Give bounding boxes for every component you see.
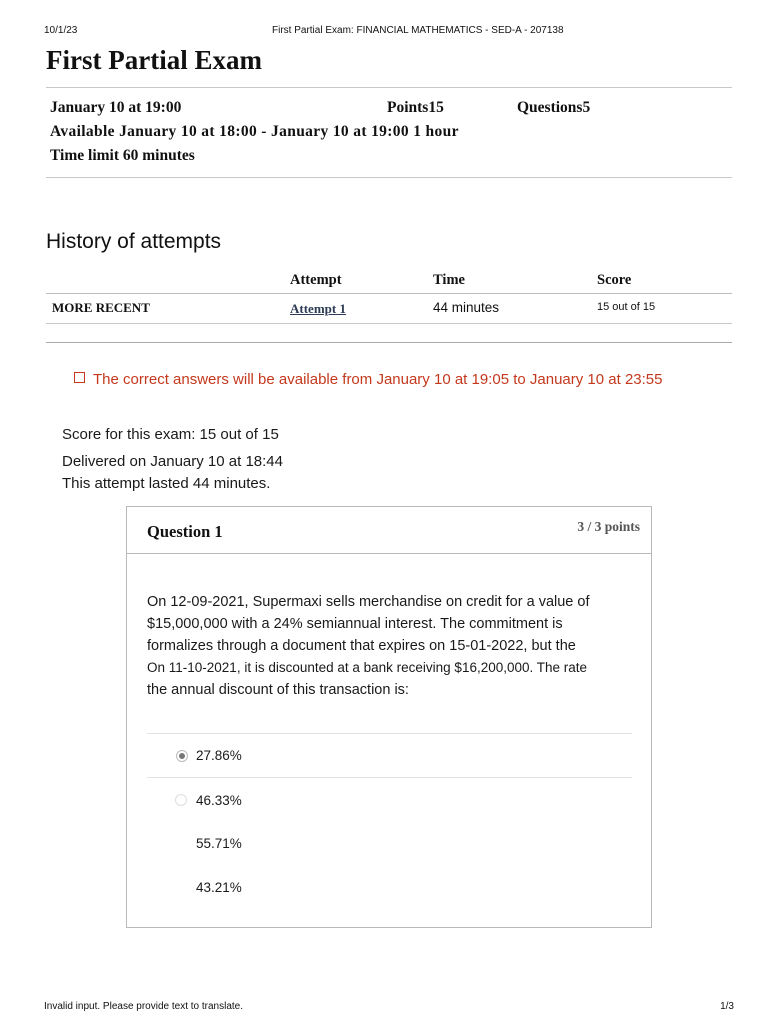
footer-text: Invalid input. Please provide text to translate. (44, 1001, 244, 1012)
exam-availability: Available January 10 at 18:00 - January 10 at 19:00 1 hour (50, 123, 459, 140)
page-title: First Partial Exam (46, 45, 262, 75)
question-line: On 11-10-2021, it is discounted at a bank receiving $16,200,000. The rate (147, 660, 588, 675)
page-number: 1/3 (720, 1001, 734, 1012)
answers-availability-notice (74, 369, 664, 391)
exam-points: Points15 (387, 99, 444, 116)
question-title: Question 1 (147, 522, 223, 541)
divider (46, 342, 732, 343)
question-line: the annual discount of this transaction is: (147, 682, 409, 698)
divider (46, 177, 732, 178)
question-card (126, 506, 652, 928)
question-points: 3 / 3 points (577, 519, 640, 534)
exam-time-limit: Time limit 60 minutes (50, 147, 195, 164)
answer-label: 55.71% (196, 836, 242, 851)
exam-due: January 10 at 19:00 (50, 99, 182, 116)
exam-questions: Questions5 (517, 99, 591, 116)
divider (46, 87, 732, 88)
question-text (147, 591, 637, 701)
table-header-divider (46, 293, 732, 294)
question-line: formalizes through a document that expires on 15-01-2022, but the (147, 638, 576, 654)
column-header-score: Score (597, 272, 632, 288)
divider (46, 323, 732, 324)
attempt-duration: This attempt lasted 44 minutes. (62, 475, 271, 492)
column-header-time: Time (433, 272, 465, 288)
answer-label: 46.33% (196, 793, 242, 808)
exam-score: Score for this exam: 15 out of 15 (62, 426, 279, 443)
history-heading: History of attempts (46, 230, 222, 253)
answer-label: 43.21% (196, 880, 242, 895)
radio-selected-icon[interactable] (176, 750, 188, 762)
question-line: On 12-09-2021, Supermaxi sells merchandise on credit for a value of (147, 594, 590, 610)
print-title: First Partial Exam: FINANCIAL MATHEMATICS - SED-A - 207138 (272, 25, 564, 36)
divider (147, 733, 632, 734)
attempt-time: 44 minutes (433, 300, 500, 315)
info-icon (74, 372, 85, 383)
question-header (127, 507, 651, 554)
notice-text: The correct answers will be available from January 10 at 19:05 to January 10 at 23:55 (93, 371, 663, 388)
attempt-score: 15 out of 15 (597, 301, 656, 313)
divider (147, 777, 632, 778)
radio-empty-icon[interactable] (175, 794, 187, 806)
attempt-link[interactable]: Attempt 1 (290, 301, 346, 316)
question-line: $15,000,000 with a 24% semiannual interest. The commitment is (147, 616, 563, 632)
delivered-time: Delivered on January 10 at 18:44 (62, 453, 283, 470)
answer-label: 27.86% (196, 748, 242, 763)
print-date: 10/1/23 (44, 25, 78, 36)
row-label: MORE RECENT (52, 300, 150, 315)
column-header-attempt: Attempt (290, 272, 342, 288)
